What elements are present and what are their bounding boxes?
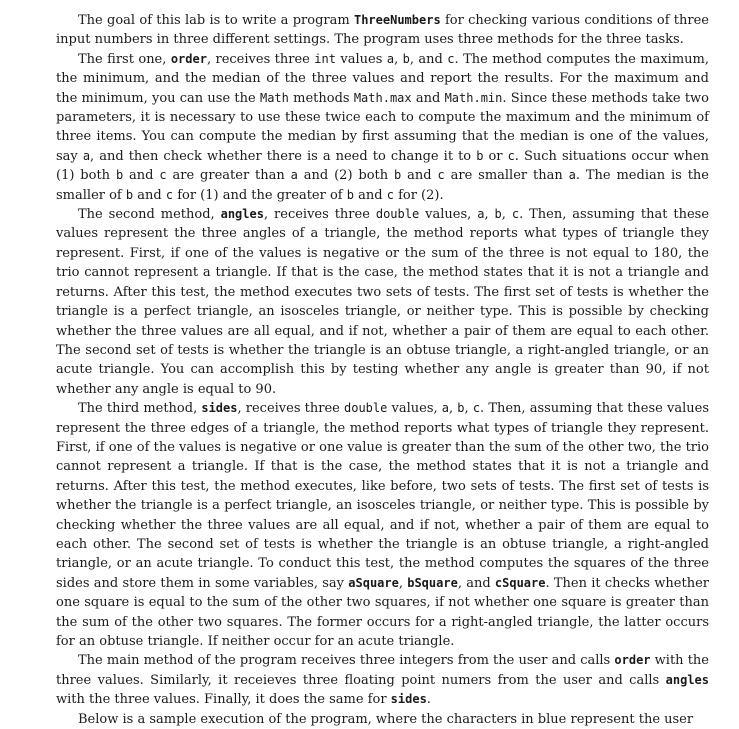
text-run: values, xyxy=(419,207,478,223)
inline-code: a xyxy=(386,51,395,66)
inline-code: b xyxy=(457,401,465,416)
text-run: . Since these methods take two parameters, it is necessary to use these twice each to compute the maximum and the minimum of three items. You can compute the median by first assuming that the median is one of the values, say xyxy=(56,90,709,164)
text-run: The second method, xyxy=(78,207,221,223)
inline-code: c xyxy=(472,401,481,416)
text-run: , receives three xyxy=(206,51,315,67)
inline-code: Math xyxy=(259,90,289,105)
text-run: and (2) both xyxy=(297,168,395,184)
text-run: , xyxy=(394,51,403,67)
inline-code: order xyxy=(170,51,207,66)
text-run: , xyxy=(449,401,458,417)
text-run: are smaller than xyxy=(444,168,569,184)
text-run: and xyxy=(401,168,438,184)
inline-code: a xyxy=(441,401,450,416)
inline-code: Math.max xyxy=(353,90,412,105)
inline-code: b xyxy=(402,51,410,66)
text-run: , xyxy=(501,207,512,223)
text-run: methods xyxy=(288,90,354,106)
inline-code: cSquare xyxy=(494,575,546,590)
text-run: for checking various conditions of three input numbers in three different settings. The program uses three methods for the three tasks. xyxy=(56,13,710,48)
paragraph-6 xyxy=(56,710,709,729)
inline-code: c xyxy=(437,168,445,183)
inline-code: a xyxy=(568,168,576,183)
inline-code: aSquare xyxy=(348,575,399,590)
text-run: with the three values. Finally, it does the same for xyxy=(56,692,391,708)
text-run: , xyxy=(398,575,408,591)
text-run: , and xyxy=(457,575,495,591)
inline-code: b xyxy=(394,168,402,183)
inline-code: c xyxy=(165,187,174,202)
inline-code: ThreeNumbers xyxy=(353,13,441,27)
text-run: with the three values. Similarly, it receieves three floating point numers from the user and calls xyxy=(56,653,710,688)
inline-code: a xyxy=(477,207,485,222)
text-run: . Then it checks whether one square is equal to the sum of the other two squares, if not whether one square is greater than the sum of the other two squares. The former occurs for a right-angled triangle, the latter occurs for an obtuse triangle. If neither occur for an acute triangle. xyxy=(56,575,710,649)
inline-code: sides xyxy=(390,692,427,707)
text-run: , xyxy=(464,401,473,417)
text-run: . The median is the smaller of xyxy=(56,168,709,203)
text-run: , and then check whether there is a need to change it to xyxy=(90,148,477,164)
paragraph-1 xyxy=(56,11,709,50)
paragraph-2 xyxy=(56,50,709,205)
inline-code: a xyxy=(82,148,91,163)
text-run: . Then, assuming that these values represent the three angles of a triangle, the method reports what types of triangle they represent. First, if one of the values is negative or the sum of the three is not equal to 180, the trio cannot represent a triangle. If that is the case, the method states that it is not a triangle and returns. After this test, the method executes two sets of tests. The first set of tests is whether the triangle is a perfect triangle, an isosceles triangle, or neither type. This is possible by checking whether the three values are all equal, and if not, whether a pair of them are equal to each other. The second set of tests is whether the triangle is an obtuse triangle, a right-angled triangle, or an acute triangle. You can accomplish this by testing whether any angle is greater than 90, if not whether any angle is equal to 90. xyxy=(56,207,710,397)
text-run: values xyxy=(335,51,387,67)
inline-code: b xyxy=(476,148,484,163)
inline-code: angles xyxy=(665,672,709,687)
text-run: . Then, assuming that these values represent the three edges of a triangle, the method reports what types of triangle they represent. First, if one of the values is negative or one value is greater than the sum of the other two, the trio cannot represent a triangle. If that is the case, the method states that it is not a triangle and returns. After this test, the method executes, like before, two sets of tests. The first set of tests is whether the triangle is a perfect triangle, an isosceles triangle, or neither type. This is possible by checking whether the three values are all equal, and if not, whether a pair of them are equal to each other. The second set of tests is whether the triangle is an obtuse triangle, a right-angled triangle, or an acute triangle. To conduct this test, the method computes the squares of the three sides and store them in some variables, say xyxy=(56,401,710,591)
inline-code: angles xyxy=(220,207,264,222)
text-run: Below is a sample execution of the program, where the characters in blue represent the user xyxy=(78,711,694,727)
text-run: and xyxy=(411,90,445,106)
text-run: . The method computes the maximum, the minimum, and the median of the three values and report the results. For the maximum and the minimum, you can use the xyxy=(56,51,709,106)
text-run: . Such situations occur when (1) both xyxy=(56,148,710,184)
text-run: , receives three xyxy=(237,401,344,417)
inline-code: b xyxy=(494,207,502,222)
text-run: The first one, xyxy=(78,51,171,67)
inline-code: b xyxy=(346,187,354,202)
text-run: values, xyxy=(387,401,442,417)
text-run: , receives three xyxy=(263,207,376,223)
text-run: for (1) and the greater of xyxy=(173,187,347,203)
text-run: The third method, xyxy=(78,401,202,417)
inline-code: c xyxy=(507,148,515,163)
paragraph-5 xyxy=(56,651,709,709)
inline-code: a xyxy=(290,168,298,183)
inline-code: c xyxy=(159,168,167,183)
inline-code: double xyxy=(344,401,388,416)
inline-code: c xyxy=(447,51,455,66)
text-run: , and xyxy=(409,51,448,67)
inline-code: b xyxy=(125,187,134,202)
paragraph-3 xyxy=(56,205,709,399)
text-run: and xyxy=(133,187,166,203)
text-run: and xyxy=(353,187,387,203)
text-run: The main method of the program receives three integers from the user and calls xyxy=(78,653,615,669)
inline-code: c xyxy=(511,207,520,222)
text-run: are greater than xyxy=(166,168,291,184)
text-run: , xyxy=(484,207,495,223)
inline-code: Math.min xyxy=(444,90,503,105)
text-run: The goal of this lab is to write a program xyxy=(78,13,354,28)
text-run: for (2). xyxy=(393,187,444,203)
paragraph-4 xyxy=(56,399,709,651)
inline-code: int xyxy=(314,51,336,66)
text-run: . xyxy=(426,692,431,708)
inline-code: sides xyxy=(201,401,238,416)
text-run: or xyxy=(483,148,508,164)
inline-code: order xyxy=(614,653,651,668)
text-run: and xyxy=(123,168,160,184)
inline-code: b xyxy=(115,168,124,183)
inline-code: double xyxy=(375,207,420,222)
inline-code: bSquare xyxy=(407,575,458,590)
inline-code: c xyxy=(386,187,394,202)
